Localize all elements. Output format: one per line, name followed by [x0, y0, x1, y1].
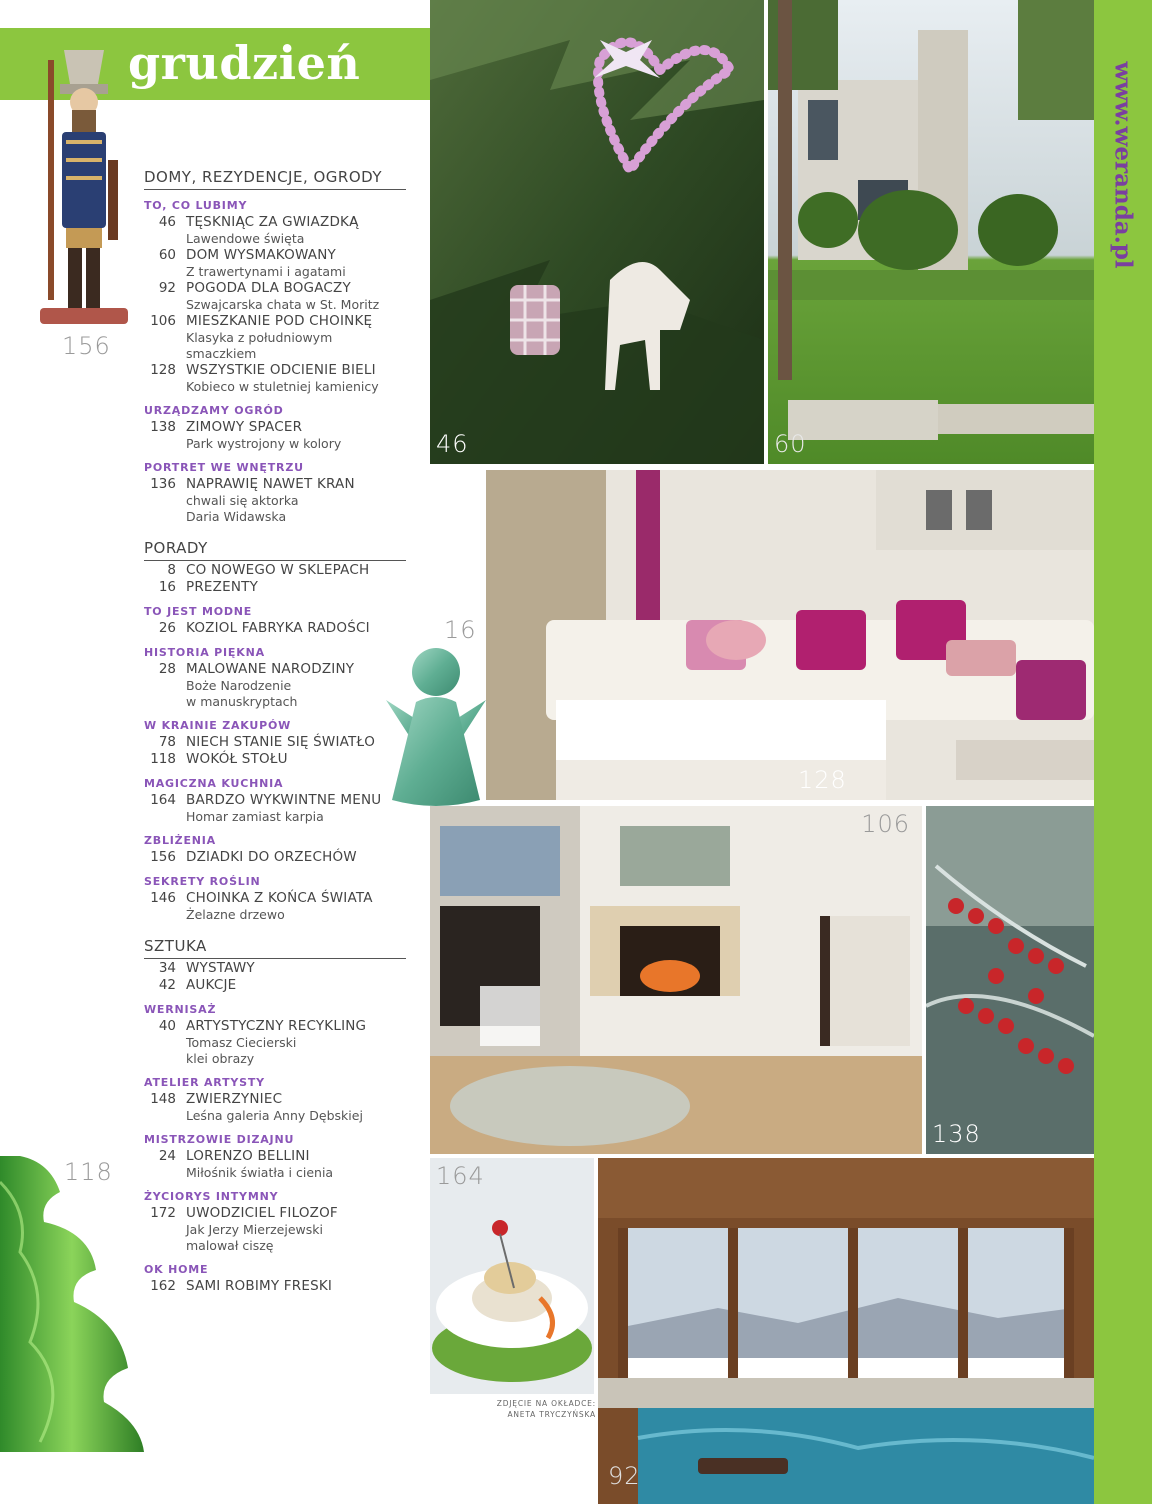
site-url-link[interactable]: www.weranda.pl — [1109, 61, 1137, 269]
section-title: PORADY — [144, 539, 406, 561]
toc-entry[interactable] — [144, 960, 406, 977]
toc-category-label: SEKRETY ROŚLIN — [144, 875, 261, 888]
toc-entry-subtitle: Daria Widawska — [186, 509, 287, 524]
toc-category-label: PORTRET WE WNĘTRZU — [144, 461, 304, 474]
toc-entry-title: PREZENTY — [186, 579, 259, 595]
toc-category-group — [144, 605, 406, 637]
toc-category-label: URZĄDZAMY OGRÓD — [144, 404, 284, 417]
toc-category-label: TO JEST MODNE — [144, 605, 253, 618]
toc-entry[interactable] — [144, 1148, 406, 1181]
toc-entry-subtitle: Homar zamiast karpia — [186, 809, 324, 824]
toc-entry-subtitle: Kobieco w stuletniej kamienicy — [186, 379, 379, 394]
photo-berries-page: 138 — [932, 1120, 981, 1148]
toc-entry-subtitle: Żelazne drzewo — [186, 907, 285, 922]
page-title: grudzień — [128, 36, 361, 90]
toc-entry[interactable] — [144, 734, 406, 751]
toc-entry-title: WSZYSTKIE ODCIENIE BIELI — [186, 362, 376, 378]
toc-page-number: 26 — [158, 620, 176, 636]
toc-page-number: 136 — [150, 476, 176, 492]
toc-page-number: 16 — [158, 579, 176, 595]
glass-tree-image — [0, 1152, 150, 1462]
nutcracker-page-number: 156 — [62, 332, 111, 360]
toc-entry-title: POGODA DLA BOGACZY — [186, 280, 351, 296]
toc-page-number: 128 — [150, 362, 176, 378]
toc-entry-title: DZIADKI DO ORZECHÓW — [186, 849, 357, 865]
toc-entry[interactable] — [144, 579, 406, 596]
section-title: DOMY, REZYDENCJE, OGRODY — [144, 168, 406, 190]
toc-entry[interactable] — [144, 849, 406, 866]
photo-christmas-tree — [430, 0, 764, 464]
toc-page-number: 8 — [167, 562, 176, 578]
toc-entry-title: LORENZO BELLINI — [186, 1148, 310, 1164]
toc-category-label: MISTRZOWIE DIZAJNU — [144, 1133, 295, 1146]
toc-entry[interactable] — [144, 661, 406, 710]
toc-category-label: ŻYCIORYS INTYMNY — [144, 1190, 279, 1203]
toc-entry-title: NAPRAWIĘ NAWET KRAN — [186, 476, 355, 492]
cover-photo-credit — [470, 1398, 596, 1420]
table-of-contents — [144, 168, 406, 1295]
toc-category-group — [144, 1190, 406, 1254]
toc-entry-subtitle: malował ciszę — [186, 1238, 274, 1253]
toc-entry[interactable] — [144, 1278, 406, 1295]
toc-category-group — [144, 1133, 406, 1181]
toc-entry-title: ZIMOWY SPACER — [186, 419, 303, 435]
toc-category-group — [144, 646, 406, 710]
toc-entry[interactable] — [144, 313, 406, 362]
toc-category-group — [144, 1076, 406, 1124]
toc-page-number: 24 — [158, 1148, 176, 1164]
toc-category-group — [144, 719, 406, 768]
toc-entry-subtitle: smaczkiem — [186, 346, 257, 361]
toc-page-number: 172 — [150, 1205, 176, 1221]
toc-category-label: WERNISAŻ — [144, 1003, 217, 1016]
toc-entry[interactable] — [144, 751, 406, 768]
toc-entry-title: UWODZICIEL FILOZOF — [186, 1205, 338, 1221]
toc-entry-subtitle: Lawendowe święta — [186, 231, 305, 246]
toc-entry[interactable] — [144, 247, 406, 280]
toc-page-number: 78 — [158, 734, 176, 750]
toc-entry[interactable] — [144, 362, 406, 395]
toc-category-label: ZBLIŻENIA — [144, 834, 216, 847]
toc-entry-subtitle: Miłośnik światła i cienia — [186, 1165, 334, 1180]
toc-entry-subtitle: Tomasz Ciecierski — [186, 1035, 297, 1050]
toc-page-number: 42 — [158, 977, 176, 993]
toc-page-number: 164 — [150, 792, 176, 808]
photo-christmas-tree-page: 46 — [436, 430, 469, 458]
nutcracker-image — [34, 40, 134, 328]
toc-page-number: 60 — [158, 247, 176, 263]
toc-entry[interactable] — [144, 890, 406, 923]
photo-fireplace-page: 106 — [861, 810, 910, 838]
toc-entry-title: CHOINKA Z KOŃCA ŚWIATA — [186, 890, 373, 906]
toc-page-number: 92 — [158, 280, 176, 296]
photo-pool-page: 92 — [608, 1462, 641, 1490]
toc-entry-subtitle: Park wystrojony w kolory — [186, 436, 342, 451]
toc-entry-subtitle: Szwajcarska chata w St. Moritz — [186, 297, 380, 312]
toc-category-label: W KRAINIE ZAKUPÓW — [144, 719, 292, 732]
glass-tree-page-number: 118 — [64, 1158, 113, 1186]
toc-entry-title: CO NOWEGO W SKLEPACH — [186, 562, 370, 578]
toc-entry-title: MIESZKANIE POD CHOINKĘ — [186, 313, 373, 329]
toc-category-group — [144, 461, 406, 525]
toc-entry[interactable] — [144, 1091, 406, 1124]
toc-category-group — [144, 199, 406, 395]
photo-living-room-page: 128 — [798, 766, 847, 794]
toc-page-number: 46 — [158, 214, 176, 230]
cover-credit-line: ZDJĘCIE NA OKŁADCE: — [496, 1399, 596, 1408]
toc-entry-subtitle: Klasyka z południowym — [186, 330, 333, 345]
toc-entry-title: MALOWANE NARODZINY — [186, 661, 355, 677]
photo-scallop-dish — [430, 1158, 594, 1394]
toc-page-number: 106 — [150, 313, 176, 329]
toc-page-number: 148 — [150, 1091, 176, 1107]
toc-entry-title: WYSTAWY — [186, 960, 255, 976]
toc-page-number: 162 — [150, 1278, 176, 1294]
toc-entry[interactable] — [144, 280, 406, 313]
photo-modern-house-garden — [768, 0, 1094, 464]
toc-entry-subtitle: klei obrazy — [186, 1051, 255, 1066]
toc-category-group — [144, 404, 406, 452]
cover-credit-line: ANETA TRYCZYŃSKA — [507, 1410, 596, 1419]
photo-white-living-room — [486, 470, 1094, 800]
toc-entry-title: KOZIOL FABRYKA RADOŚCI — [186, 620, 370, 636]
toc-entry-title: NIECH STANIE SIĘ ŚWIATŁO — [186, 734, 376, 750]
photo-modern-house-page: 60 — [774, 430, 807, 458]
toc-entry[interactable] — [144, 476, 406, 525]
toc-page-number: 40 — [158, 1018, 176, 1034]
toc-category-label: MAGICZNA KUCHNIA — [144, 777, 284, 790]
toc-category-label: HISTORIA PIĘKNA — [144, 646, 265, 659]
toc-category-label: OK HOME — [144, 1263, 209, 1276]
toc-entry-title: DOM WYSMAKOWANY — [186, 247, 336, 263]
toc-entry-title: ZWIERZYNIEC — [186, 1091, 283, 1107]
section-title: SZTUKA — [144, 937, 406, 959]
toc-category-label: ATELIER ARTYSTY — [144, 1076, 265, 1089]
toc-entry[interactable] — [144, 1018, 406, 1067]
toc-entry-title: SAMI ROBIMY FRESKI — [186, 1278, 333, 1294]
photo-pool-chalet — [598, 1158, 1094, 1504]
toc-entry-subtitle: Jak Jerzy Mierzejewski — [186, 1222, 323, 1237]
photo-frosted-berries — [926, 806, 1094, 1154]
toc-category-label: TO, CO LUBIMY — [144, 199, 248, 212]
toc-page-number: 156 — [150, 849, 176, 865]
toc-page-number: 118 — [150, 751, 176, 767]
toc-entry[interactable] — [144, 562, 406, 579]
photo-fireplace-dining-room — [430, 806, 922, 1154]
toc-entry-subtitle: Boże Narodzenie — [186, 678, 292, 693]
toc-entry-title: ARTYSTYCZNY RECYKLING — [186, 1018, 367, 1034]
toc-entry[interactable] — [144, 620, 406, 637]
toc-entry[interactable] — [144, 1205, 406, 1254]
toc-page-number: 28 — [158, 661, 176, 677]
toc-page-number: 138 — [150, 419, 176, 435]
toc-entry[interactable] — [144, 792, 406, 825]
toc-entry[interactable] — [144, 977, 406, 994]
photo-scallop-page: 164 — [436, 1162, 485, 1190]
toc-entry-subtitle: w manuskryptach — [186, 694, 298, 709]
toc-entry-subtitle: Leśna galeria Anny Dębskiej — [186, 1108, 363, 1123]
toc-entry[interactable] — [144, 214, 406, 247]
toc-entry-title: TĘSKNIĄC ZA GWIAZDKĄ — [186, 214, 359, 230]
toc-entry-title: WOKÓŁ STOŁU — [186, 751, 288, 767]
toc-entry-title: AUKCJE — [186, 977, 237, 993]
toc-category-group — [144, 1003, 406, 1067]
toc-entry[interactable] — [144, 419, 406, 452]
toc-entry-subtitle: chwali się aktorka — [186, 493, 299, 508]
toc-category-group — [144, 777, 406, 825]
toc-entry-title: BARDZO WYKWINTNE MENU — [186, 792, 382, 808]
angel-page-number: 16 — [444, 616, 477, 644]
toc-page-number: 146 — [150, 890, 176, 906]
toc-category-group — [144, 834, 406, 866]
toc-entry-subtitle: Z trawertynami i agatami — [186, 264, 346, 279]
toc-category-group — [144, 1263, 406, 1295]
toc-category-group — [144, 875, 406, 923]
toc-page-number: 34 — [158, 960, 176, 976]
